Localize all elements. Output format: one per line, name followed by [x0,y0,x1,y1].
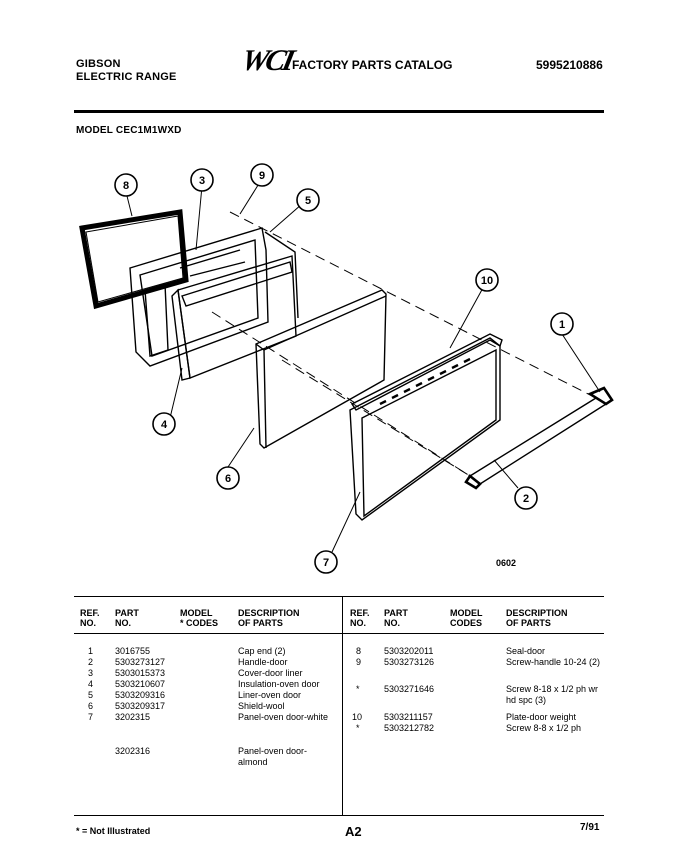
row-description: Insulation-oven door [238,679,320,689]
row-description: Panel-oven door-almond [238,746,308,767]
row-part-no: 5303202011 [384,646,434,656]
header-ref-no: REF. NO. [80,608,100,628]
row-part-no: 5303271646 [384,684,435,694]
callout-8: 8 [122,180,130,192]
row-description: Screw 8-8 x 1/2 ph [506,723,582,733]
row-part-no: 3202316 [115,746,151,756]
row-ref: 6 [88,701,94,711]
header-description: DESCRIPTION OF PARTS [238,608,300,628]
row-description: Handle-door [238,657,288,667]
table-top-rule [74,596,604,597]
row-part-no: 3202315 [115,712,151,722]
row-part-no: 5303211157 [384,712,433,722]
part-shield-wool [256,290,386,448]
row-part-no: 5303209316 [115,690,166,700]
table-center-divider [342,596,343,816]
catalog-number: 5995210886 [536,58,603,72]
row-ref: 2 [88,657,94,667]
brand-line-1: GIBSON [76,58,121,70]
row-ref: 9 [356,657,362,667]
header-description-2: DESCRIPTION OF PARTS [506,608,568,628]
table-bottom-rule [74,815,604,816]
wci-logo: WCI [238,44,295,77]
callout-6: 6 [224,473,232,485]
model-label: MODEL CEC1M1WXD [76,125,182,136]
page-number: A2 [345,824,362,839]
row-ref: 10 [352,712,363,722]
callout-10: 10 [480,275,494,287]
not-illustrated-note: * = Not Illustrated [76,826,151,836]
row-ref: * [356,723,360,733]
header-ref-no-2: REF. NO. [350,608,370,628]
callout-7: 7 [322,557,330,569]
row-ref: 4 [88,679,94,689]
row-ref: 3 [88,668,94,678]
row-description: Cap end (2) [238,646,286,656]
row-description: Seal-door [506,646,546,656]
row-description: Screw-handle 10-24 (2) [506,657,601,667]
figure-code: 0602 [496,558,517,568]
row-part-no: 5303015373 [115,668,166,678]
row-part-no: 5303210607 [115,679,166,689]
header-model-codes-2: MODEL CODES [450,608,483,628]
brand-line-2: ELECTRIC RANGE [76,71,177,83]
row-ref: 7 [88,712,94,722]
callout-1: 1 [558,319,566,331]
part-handle-door [470,398,606,484]
row-description: Panel-oven door-white [238,712,329,722]
row-ref: * [356,684,360,694]
callout-3: 3 [198,175,206,187]
callout-5: 5 [304,195,312,207]
revision-date: 7/91 [580,822,600,833]
row-part-no: 5303273126 [384,657,435,667]
row-part-no: 5303209317 [115,701,166,711]
catalog-title: FACTORY PARTS CATALOG [292,58,453,72]
table-header-rule [74,633,604,634]
row-description: Cover-door liner [238,668,303,678]
callout-9: 9 [258,170,266,182]
part-panel-oven-door [350,338,500,520]
row-description: Screw 8-18 x 1/2 ph wr hd spc (3) [506,684,599,705]
row-ref: 8 [356,646,362,656]
row-part-no: 5303212782 [384,723,435,733]
row-part-no: 5303273127 [115,657,166,667]
header-part-no: PART NO. [115,608,139,628]
header-part-no-2: PART NO. [384,608,408,628]
row-description: Shield-wool [238,701,285,711]
row-part-no: 3016755 [115,646,151,656]
header-model-codes: MODEL * CODES [180,608,219,628]
callout-2: 2 [522,493,530,505]
row-description: Liner-oven door [238,690,302,700]
callout-4: 4 [160,419,168,431]
row-ref: 5 [88,690,94,700]
callout-circles [115,164,573,573]
row-description: Plate-door weight [506,712,577,722]
row-ref: 1 [88,646,94,656]
